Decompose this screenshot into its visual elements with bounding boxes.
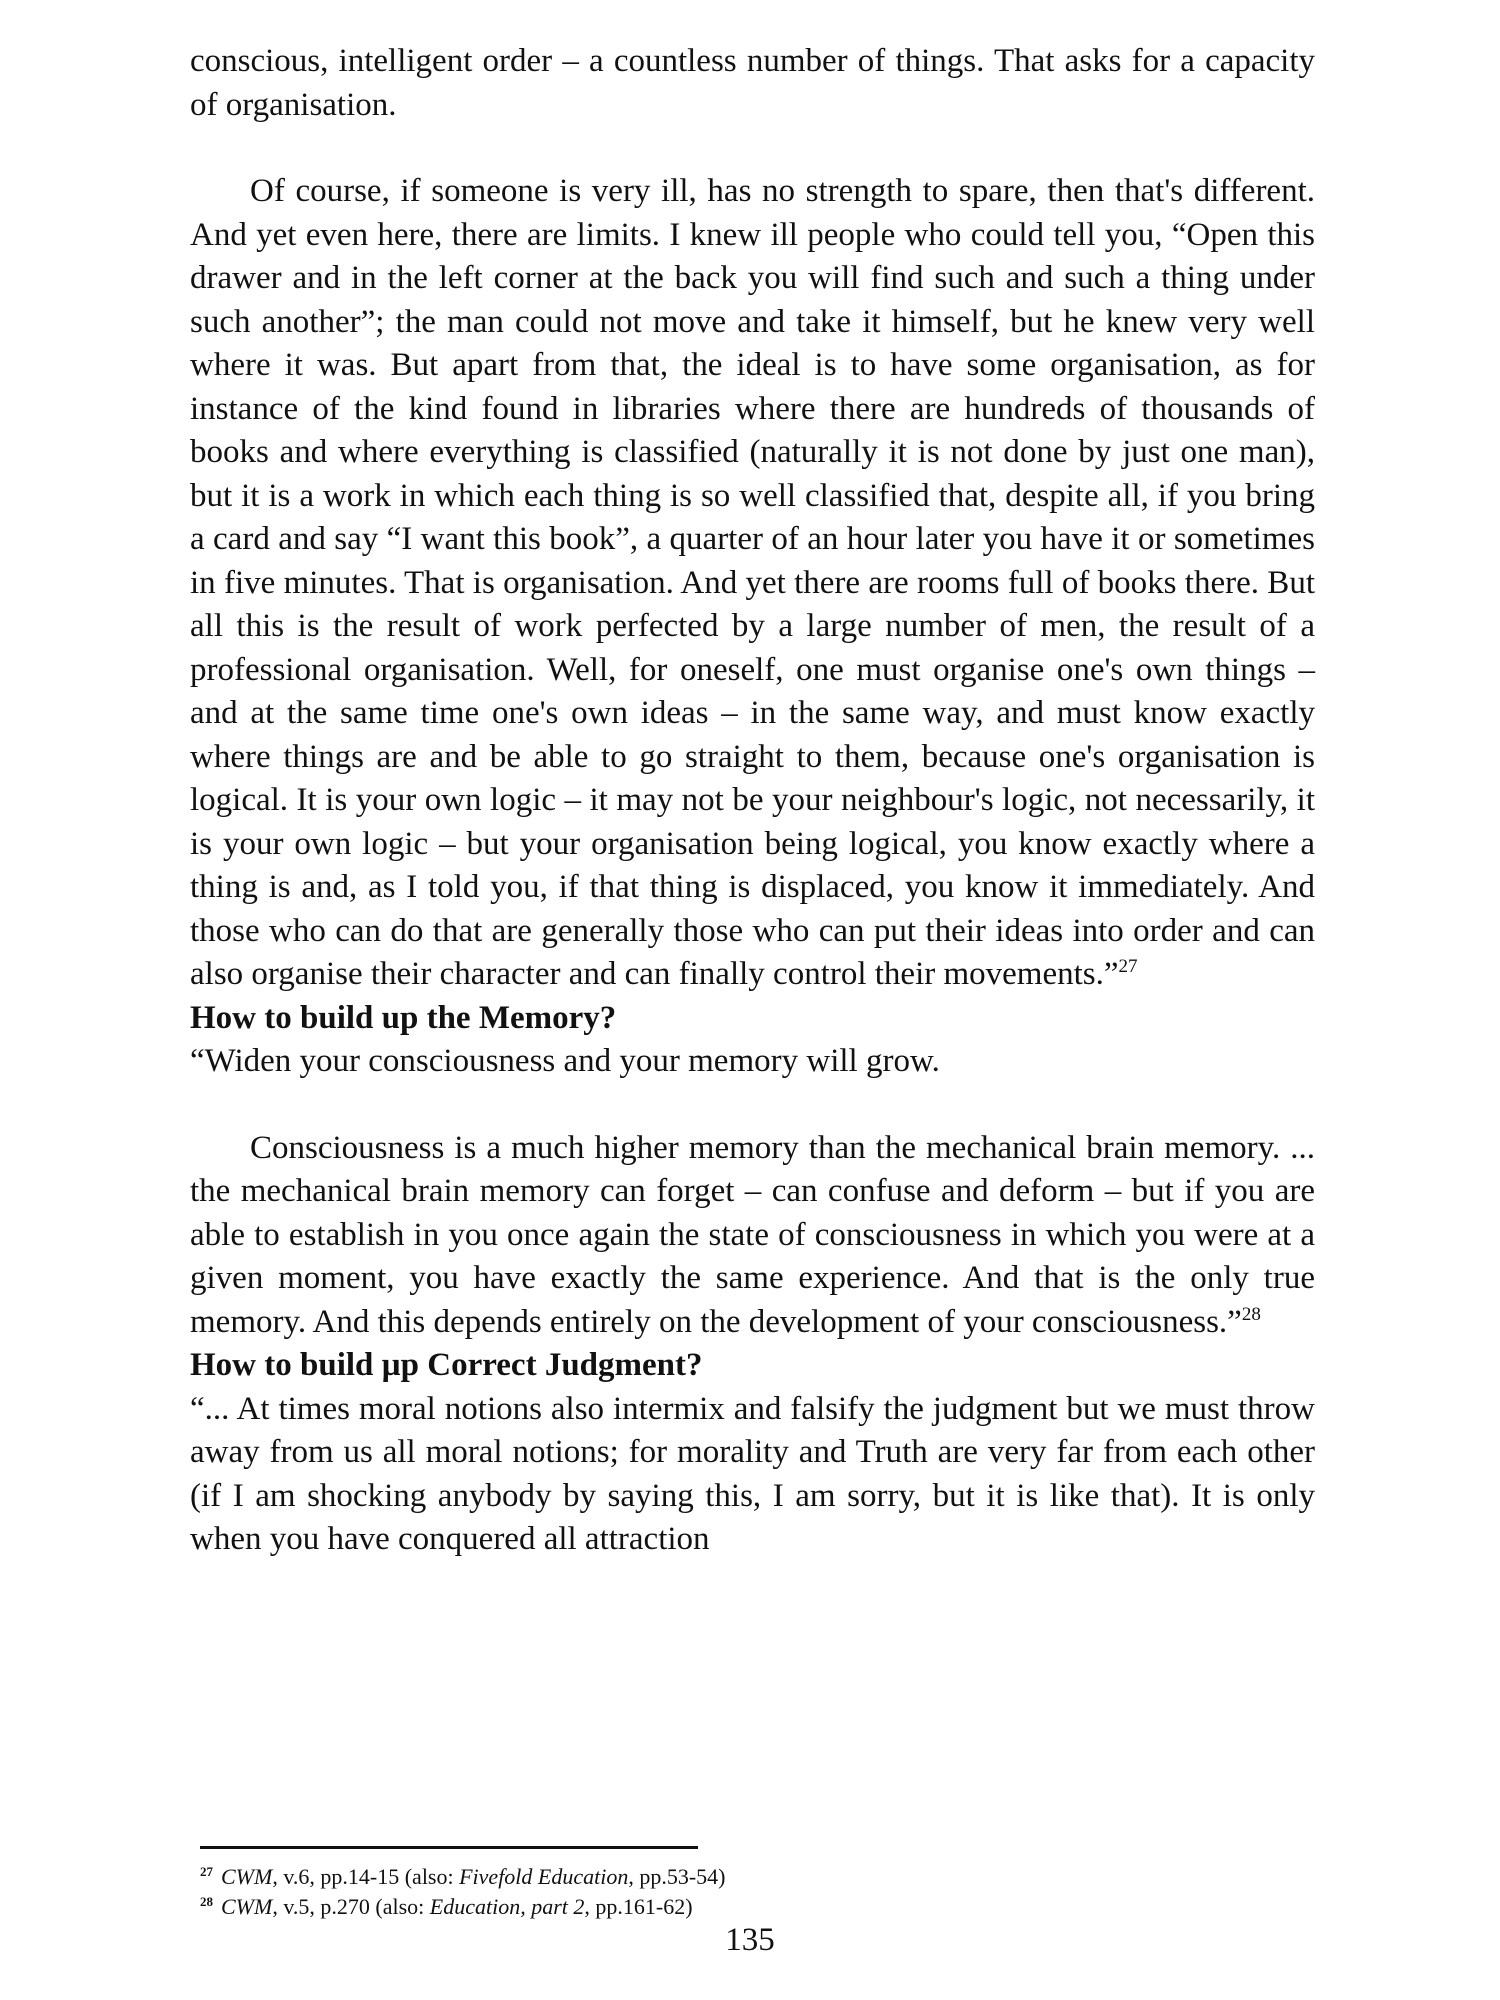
footnote-ref-27[interactable]: 27 xyxy=(1118,956,1138,977)
footnote-ref: , v.6, pp.14-15 (also: xyxy=(272,1864,460,1889)
footnote-end: , pp.53-54) xyxy=(628,1864,726,1889)
page-number: 135 xyxy=(725,1922,775,1958)
footnote-title: Fivefold Education xyxy=(459,1864,629,1889)
paragraph-widen: “Widen your consciousness and your memory will grow. xyxy=(190,1043,940,1079)
footnotes xyxy=(200,1862,1100,1922)
footnote-ref: , v.5, p.270 (also: xyxy=(272,1894,430,1919)
paragraph-organisation-text: Of course, if someone is very ill, has no strength to spare, then that's different. And yet even here, there are limits. I knew ill people who could tell you, “Open this drawer and in the left corner at the back you will find such and such a thing under such another”; the man could not move and take it himself, but he knew very well where it was. But apart from that, the ideal is to have some organisation, as for instance of the kind found in libraries where there are hundreds of thousands of books and where everything is classified (naturally it is not done by just one man), but it is a work in which each thing is so well classified that, despite all, if you bring a card and say “I want this book”, a quarter of an hour later you have it or sometimes in five minutes. That is organisation. And yet there are rooms full of books there. But all this is the result of work perfected by a large number of men, the result of a professional organisation. Well, for oneself, one must organise one's own things – and at the same time one's own ideas – in the same way, and must know exactly where things are and be able to go straight to them, because one's organisation is logical. It is your own logic – it may not be your neighbour's logic, not necessarily, it is your own logic – but your organisation being logical, you know exactly where a thing is and, as I told you, if that thing is displaced, you know it immediately. And those who can do that are generally those who can put their ideas into order and can also organise their character and can finally control their movements.” xyxy=(190,173,1315,992)
footnote-ref-28[interactable]: 28 xyxy=(1241,1303,1261,1325)
footnote-27 xyxy=(200,1862,1100,1892)
paragraph-continuation: conscious, intelligent order – a countless number of things. That asks for a capacity of organisation. xyxy=(190,43,1315,123)
footnote-title: Education, part 2 xyxy=(429,1894,585,1919)
footnote-mark: 27 xyxy=(200,1863,213,1879)
footnote-28 xyxy=(200,1892,1100,1922)
paragraph-judgment: “... At times moral notions also intermix and falsify the judgment but we must throw away from us all moral notions; for morality and Truth are very far from each other (if I am shocking anybody by saying this, I am sorry, but it is like that). It is only when you have conquered all attraction xyxy=(190,1390,1315,1557)
heading-memory: How to build up the Memory? xyxy=(190,999,617,1036)
footnote-end: , pp.161-62) xyxy=(584,1894,693,1919)
heading-judgment: How to build µp Correct Judgment? xyxy=(190,1347,703,1383)
footnote-mark: 28 xyxy=(200,1893,213,1909)
page-body xyxy=(190,40,1315,1562)
paragraph-consciousness xyxy=(190,1127,1315,1345)
footnote-source: CWM xyxy=(221,1864,273,1889)
paragraph-organisation xyxy=(190,170,1315,997)
footnote-divider xyxy=(200,1846,698,1849)
paragraph-consciousness-text: Consciousness is a much higher memory than the mechanical brain memory. ... the mechanical brain memory can forget – can confuse and deform – but if you are able to establish in you once again the state of consciousness in which you were at a given moment, you have exactly the same experience. And that is the only true memory. And this depends entirely on the development of your consciousness.” xyxy=(190,1129,1315,1340)
footnote-source: CWM xyxy=(221,1894,273,1919)
